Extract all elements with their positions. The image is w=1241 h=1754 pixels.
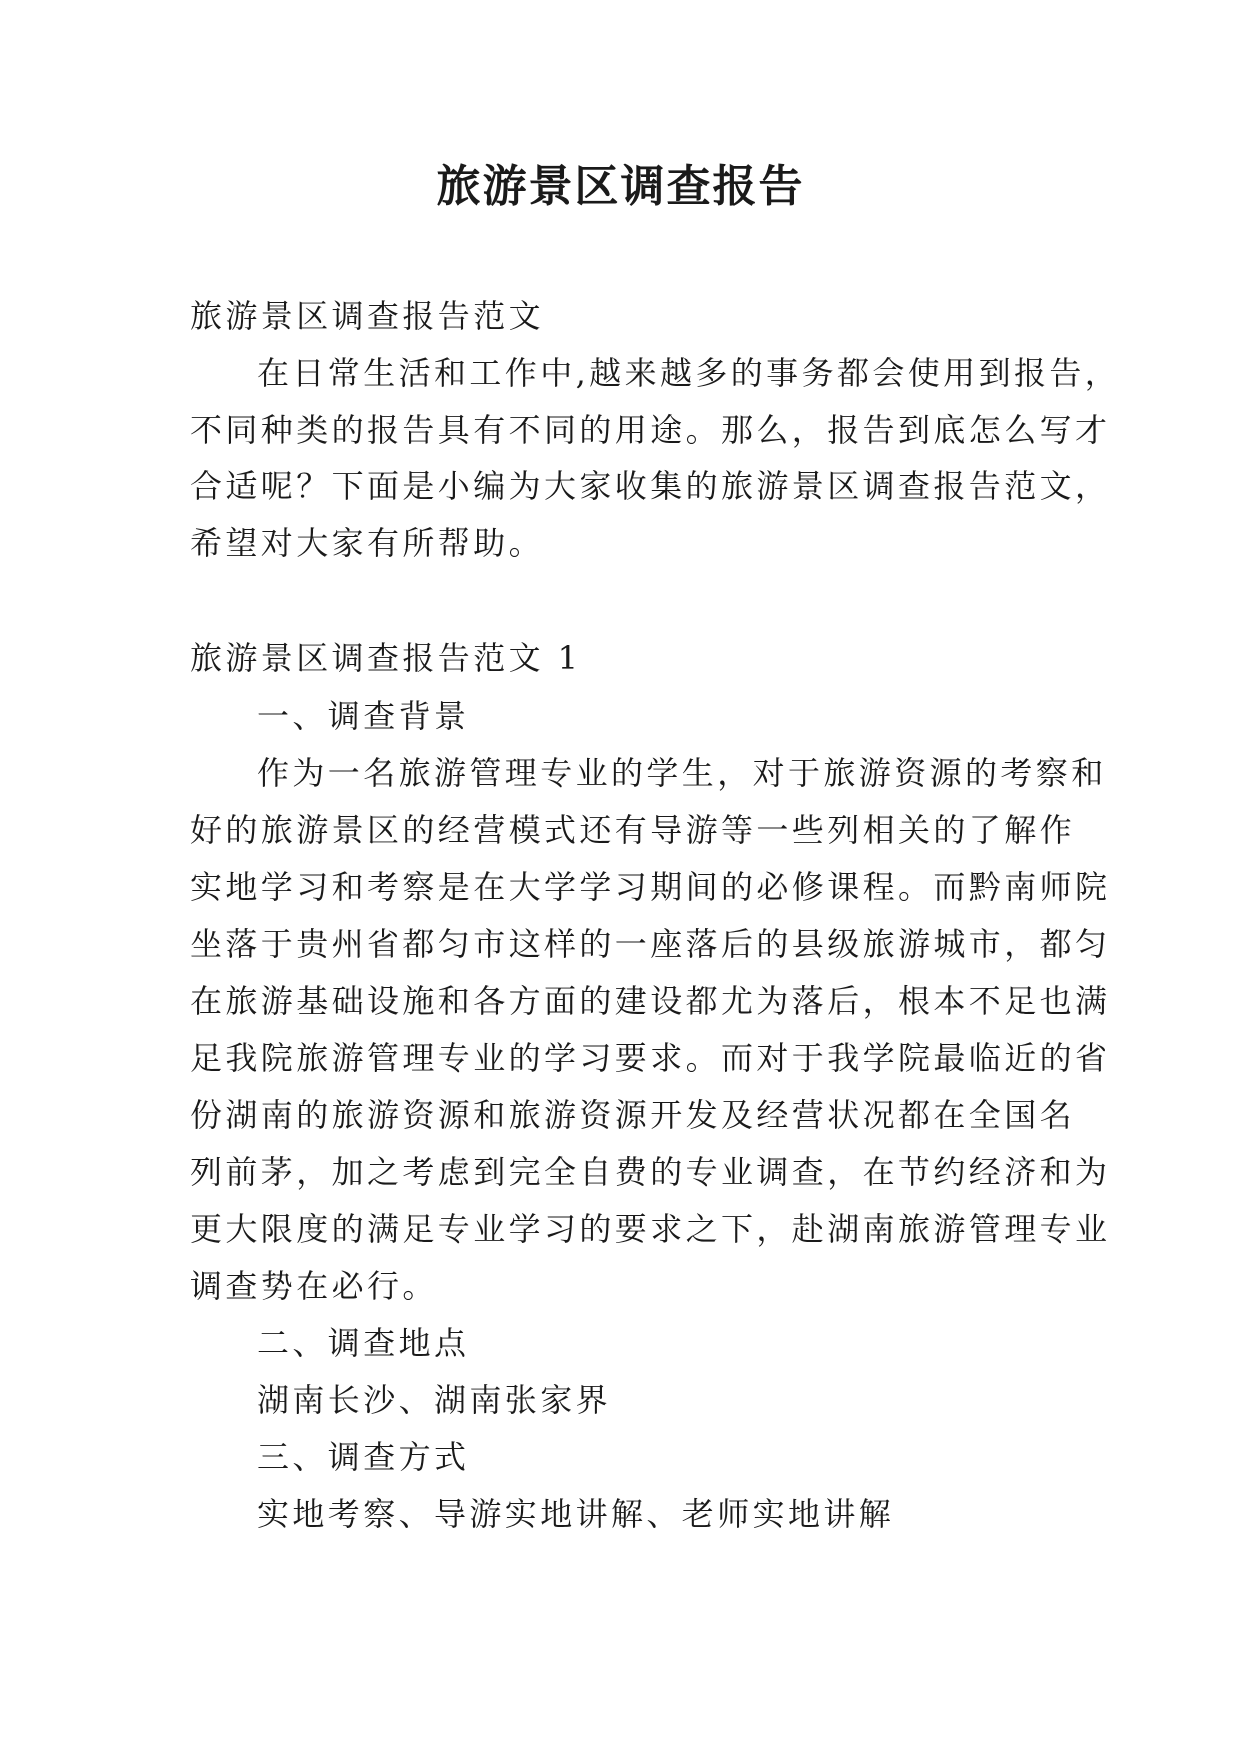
background-line: 调查势在必行。 (190, 1267, 438, 1305)
intro-line: 希望对大家有所帮助。 (190, 524, 545, 562)
background-line: 作为一名旅游管理专业的学生，对于旅游资源的考察和 (257, 754, 1107, 792)
section-title: 旅游景区调查报告范文 1 (190, 639, 582, 677)
heading-location: 二、调查地点 (257, 1324, 470, 1362)
heading-method: 三、调查方式 (257, 1438, 470, 1476)
background-line: 实地学习和考察是在大学学习期间的必修课程。而黔南师院 (190, 868, 1111, 906)
background-line: 足我院旅游管理专业的学习要求。而对于我学院最临近的省 (190, 1039, 1111, 1077)
document-title: 旅游景区调查报告 (436, 161, 805, 212)
subtitle: 旅游景区调查报告范文 (190, 297, 545, 335)
intro-line: 合适呢？下面是小编为大家收集的旅游景区调查报告范文， (190, 467, 1111, 505)
location-text: 湖南长沙、湖南张家界 (257, 1381, 612, 1419)
background-line: 更大限度的满足专业学习的要求之下，赴湖南旅游管理专业 (190, 1210, 1111, 1248)
background-line: 好的旅游景区的经营模式还有导游等一些列相关的了解作 (190, 811, 1076, 849)
method-text: 实地考察、导游实地讲解、老师实地讲解 (257, 1495, 895, 1533)
background-line: 在旅游基础设施和各方面的建设都尤为落后，根本不足也满 (190, 982, 1111, 1020)
intro-line: 在日常生活和工作中,越来越多的事务都会使用到报告， (257, 354, 1121, 392)
intro-line: 不同种类的报告具有不同的用途。那么，报告到底怎么写才 (190, 411, 1111, 449)
background-line: 列前茅，加之考虑到完全自费的专业调查，在节约经济和为 (190, 1153, 1111, 1191)
background-line: 份湖南的旅游资源和旅游资源开发及经营状况都在全国名 (190, 1096, 1076, 1134)
background-line: 坐落于贵州省都匀市这样的一座落后的县级旅游城市，都匀 (190, 925, 1111, 963)
heading-background: 一、调查背景 (257, 697, 470, 735)
